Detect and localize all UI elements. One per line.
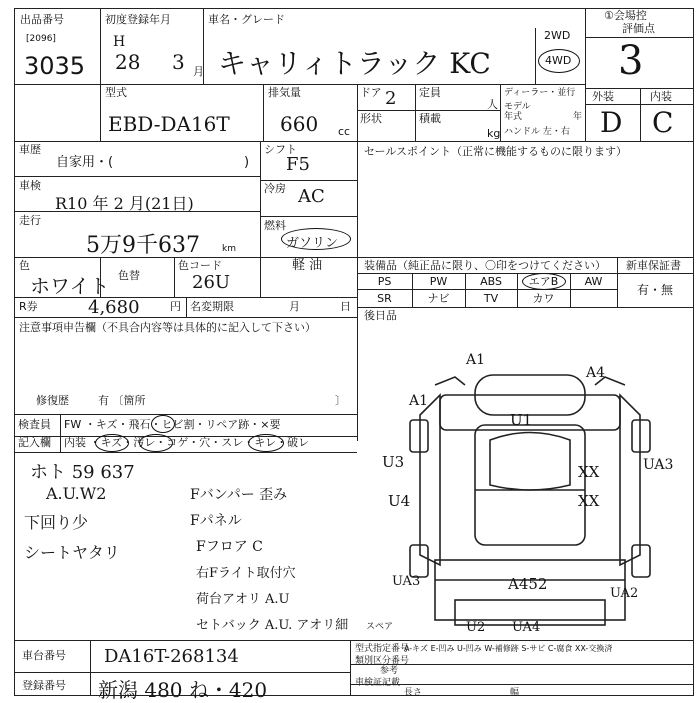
displacement-value: 660: [280, 112, 319, 136]
chassis-value: DA16T-268134: [104, 646, 239, 667]
note-right-5: 荷台アオリ A.U: [196, 592, 290, 607]
equip-airbag: エアB: [528, 275, 559, 288]
drive-4wd: 4WD: [545, 54, 572, 67]
displacement-unit: cc: [338, 125, 351, 138]
type-label: 型式: [105, 86, 127, 99]
model-year-label: モデル: [504, 102, 531, 112]
note-right-2: Fパネル: [190, 513, 242, 529]
usage-close: ): [244, 155, 250, 170]
shape-label: 形状: [360, 112, 382, 125]
interior-label: 内装: [650, 90, 672, 103]
length-label: 長さ: [404, 688, 423, 698]
equip-tv: TV: [483, 292, 499, 305]
model-spec-label: 型式指定番号: [355, 644, 410, 654]
name-change-label: 名変期限: [190, 300, 234, 313]
usage-label: 車歴: [19, 143, 41, 156]
color-code-value: 26U: [192, 272, 231, 293]
load-label: 積載: [419, 112, 441, 125]
airbag-circle: [522, 273, 566, 290]
name-change-month: 月: [289, 300, 300, 313]
legend-text: A-キズ E-凹み U-凹み W-補修跡 S-サビ C-腐食 XX-交換済: [404, 644, 613, 653]
model-year-unit: 年: [573, 112, 583, 122]
mark-ua2: UA2: [610, 586, 639, 601]
reg-year: 28: [115, 50, 141, 74]
note-right-6: セトバック A.U. アオリ細: [196, 618, 349, 633]
note-right-4: 右Fライト取付穴: [196, 566, 296, 581]
mark-xx-2: XX: [578, 492, 600, 510]
note-line-3: 下回り少: [24, 513, 89, 532]
inspect-doc-label: 車検証記載: [355, 678, 401, 688]
mark-u1: U1: [510, 411, 533, 429]
fuel-circle: [281, 228, 351, 250]
exterior-label: 外装: [592, 90, 614, 103]
exterior-grade: D: [600, 106, 623, 139]
model-name: キャリィトラック KC: [218, 47, 491, 80]
mileage-unit: km: [222, 244, 236, 254]
equip-aw: AW: [584, 275, 603, 288]
record-label: 記入欄: [18, 436, 51, 449]
color-value: ホワイト: [30, 274, 110, 298]
mark-a4: A4: [586, 365, 606, 381]
stock-no-label: 出品番号: [20, 13, 64, 26]
score-label: 評価点: [622, 22, 655, 35]
sales-points-label: セールスポイント（正常に機能するものに限ります）: [364, 145, 628, 158]
mark-u3: U3: [382, 453, 405, 471]
repair-value: 有 〔箇所: [98, 394, 146, 407]
mark-u4: U4: [388, 492, 411, 510]
dealer-label: ディーラー・並行: [504, 88, 576, 98]
mileage-value: 5万9千637: [86, 233, 200, 258]
spare-label: スペア: [366, 622, 394, 632]
recycle-unit: 円: [170, 300, 181, 313]
note-line-2: A.U.W2: [46, 484, 107, 503]
mileage-label: 走行: [19, 214, 41, 227]
plate-value: 新潟 480 ね・420: [98, 678, 268, 702]
doors-value: 2: [385, 88, 397, 109]
warranty-value: 有・無: [636, 283, 673, 297]
name-change-day: 日: [340, 300, 351, 313]
inspector-row2: 内装 ・キズ・汚レ・コゲ・穴・スレ・キレ・破レ: [64, 436, 310, 449]
note-line-1: ホト 59 637: [30, 462, 135, 483]
capacity-unit: 人: [487, 98, 498, 111]
handle-label: ハンドル 左・右: [504, 127, 570, 137]
usage-value: 自家用・(: [56, 155, 114, 170]
auction-sheet: 出品番号 [2096] 3035 初度登録年月 H 28 3 月 車名・グレード キャリィトラック KC 2WD 4WD ①会場控 評価点 3 型式 EBD-DA16T 排気量 660 cc ドア 2 形状 定員 人 積載 kg ディーラー・並行 モデル 年式 年 ハンドル 左・右 外装 内装 D C 車歴 自家用・( ) 車検 R10 年 2 月(21日) 走行 5万9千637 km 色 ホワイト 色替 色コード 26U シフト F5 冷房 AC 燃料 ガソリン 軽 油 R券 4,680 円 名変期限 月 日 注意事項申告欄（不具合内容等は具体的に記入して下さい） 修復歴 有 〔箇所 〕 セールスポイント（正常に機能するものに限ります） 装備品（純正品に限り、〇印をつけてください） 新車保証書 PS PW ABS エアB AW SR ナビ TV カワ 有・無 後日品 検査員 記入欄 FW ・キズ・飛石・ヒビ割・リペア跡・×要 内装 ・キズ・汚レ・コゲ・穴・スレ・キレ・破レ ホト 59 637 A.U.W2 下回り少 シートヤタリ Fバンパー 歪み Fパネル Fフロア C 右Fライト取付穴 荷台アオリ A.U セトバック A.U. アオリ細 A1 A1 U1 U3 U4 XX XX UA3 A4 UA3 A452 UA2 U2 UA4 スペア 車台番号 DA16T-268134 登録番号 新潟 480 ね・420 型式指定番号 A-キズ E-凹み U-凹み W-補修跡 S-サビ C-腐食 XX-交換済 類別区分番号 参考 車検証記載 長さ 幅: [0, 0, 700, 700]
first-reg-label: 初度登録年月: [105, 13, 171, 26]
equip-navi: ナビ: [427, 292, 450, 305]
recycle-value: 4,680: [88, 297, 140, 318]
color-code-label: 色コード: [178, 259, 222, 272]
type-value: EBD-DA16T: [108, 112, 230, 136]
later-label: 後日品: [364, 309, 397, 322]
plate-label: 登録番号: [22, 679, 66, 692]
inspection-value: R10 年 2 月(21日): [55, 194, 194, 213]
note-line-4: シートヤタリ: [24, 543, 120, 562]
inspection-label: 車検: [19, 179, 41, 192]
equip-ps: PS: [377, 275, 392, 288]
note-right-1: Fバンパー 歪み: [190, 487, 288, 503]
mark-a452: A452: [508, 575, 548, 593]
notes-title: 注意事項申告欄（不具合内容等は具体的に記入して下さい）: [19, 321, 316, 334]
equip-sr: SR: [377, 292, 392, 305]
width-label: 幅: [510, 688, 520, 698]
interior-grade: C: [652, 106, 674, 139]
capacity-label: 定員: [419, 86, 441, 99]
doors-label: ドア: [360, 86, 382, 99]
model-label: 車名・グレード: [208, 13, 285, 26]
color-no-label: 色替: [118, 269, 140, 282]
aircon-label: 冷房: [264, 182, 286, 195]
mark-ua3-left: UA3: [392, 574, 421, 589]
class-label: 類別区分番号: [355, 656, 410, 666]
drive-2wd: 2WD: [544, 29, 571, 42]
inspector-row1: FW ・キズ・飛石・ヒビ割・リペア跡・×要: [64, 418, 281, 431]
month-unit: 月: [193, 65, 204, 78]
fuel-value: ガソリン: [286, 236, 339, 251]
fuel-label: 燃料: [264, 219, 286, 232]
mark-a1-top: A1: [466, 352, 486, 368]
repair-close: 〕: [335, 394, 346, 407]
mark-u2: U2: [466, 620, 486, 635]
equip-leather: カワ: [532, 292, 555, 305]
shift-value: F5: [286, 154, 310, 175]
reg-month: 3: [172, 50, 185, 74]
stock-code: [2096]: [26, 34, 56, 44]
note-right-3: Fフロア C: [196, 539, 263, 555]
equip-abs: ABS: [480, 275, 502, 288]
equip-pw: PW: [429, 275, 448, 288]
reference-label: 参考: [380, 666, 399, 676]
stock-no: 3035: [24, 52, 86, 80]
era: H: [113, 34, 126, 50]
chassis-label: 車台番号: [22, 649, 66, 662]
mark-ua4: UA4: [512, 620, 541, 635]
inspector-label: 検査員: [18, 418, 51, 431]
mark-ua3-right: UA3: [643, 457, 674, 473]
venue-top: ①会場控: [604, 9, 647, 22]
equipment-label: 装備品（純正品に限り、〇印をつけてください）: [364, 259, 606, 272]
displacement-label: 排気量: [268, 86, 301, 99]
warranty-label: 新車保証書: [626, 259, 681, 272]
repair-label: 修復歴: [36, 394, 69, 407]
shift-label: シフト: [264, 143, 297, 156]
load-unit: kg: [487, 127, 501, 140]
recycle-label: R券: [19, 300, 38, 313]
score: 3: [618, 38, 644, 84]
mark-xx-1: XX: [578, 463, 600, 481]
fuel-diesel: 軽 油: [292, 258, 323, 273]
aircon-value: AC: [298, 186, 325, 207]
mark-a1-side: A1: [409, 393, 429, 409]
color-label: 色: [19, 259, 30, 272]
